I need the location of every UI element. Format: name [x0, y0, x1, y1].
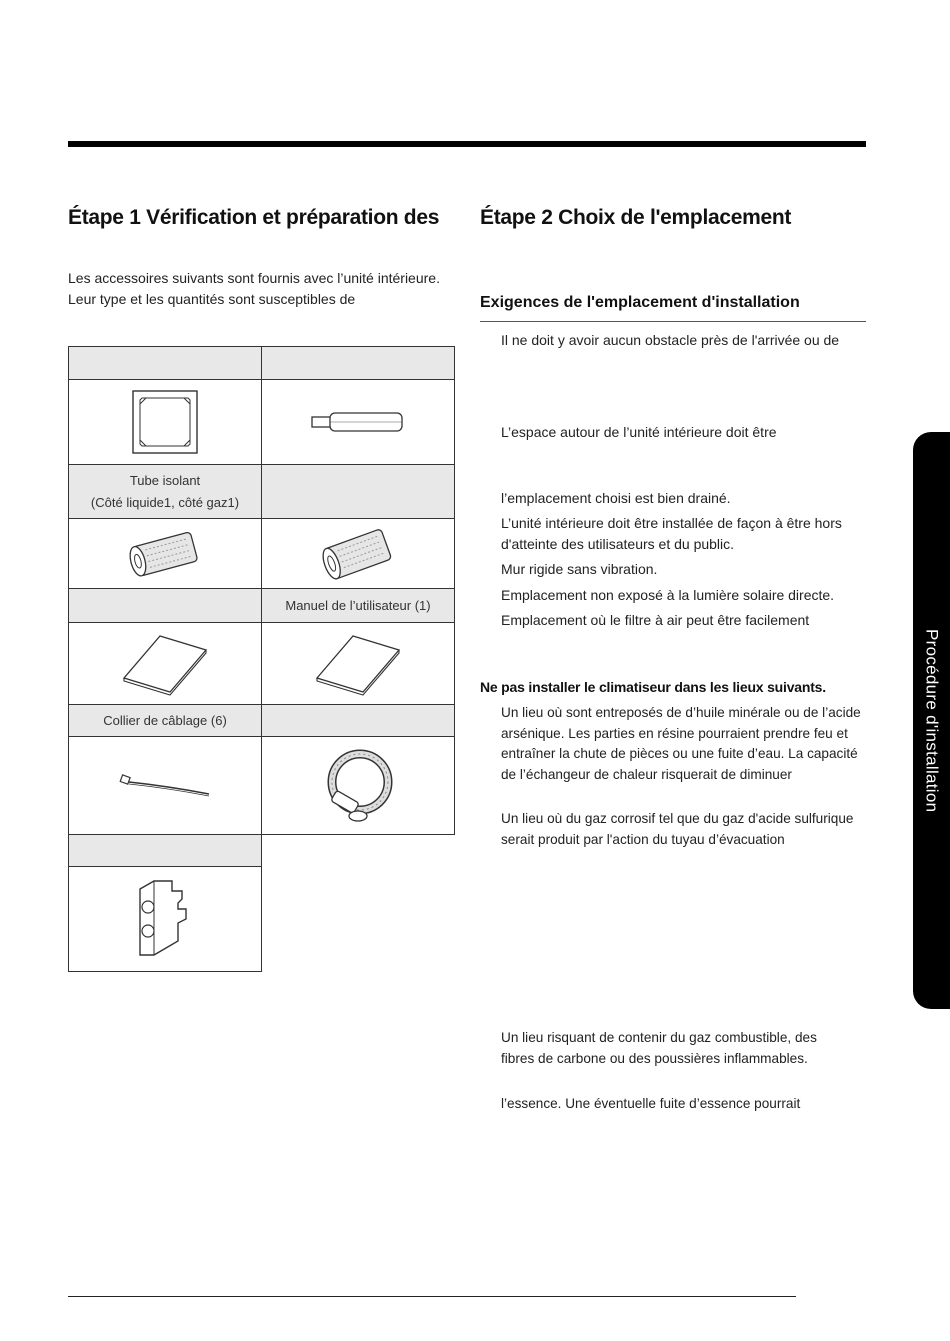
hose-clamp-icon: [318, 746, 398, 826]
chapter-side-tab-label: Procédure d'installation: [922, 628, 942, 813]
cable-tie-label: Collier de câblage (6): [103, 712, 227, 728]
requirement-item: Emplacement non exposé à la lumière solaire directe.: [501, 587, 835, 603]
table-label-cell: [68, 588, 262, 623]
template-image-cell: [68, 379, 262, 465]
step1-title: Étape 1 Vérification et préparation des: [68, 206, 440, 229]
requirement-item: Mur rigide sans vibration.: [501, 561, 658, 577]
requirements-heading: Exigences de l'emplacement d'installation: [480, 294, 800, 311]
insulation-tube-sublabel: (Côté liquide1, côté gaz1): [90, 494, 240, 510]
intro-paragraph: Les accessoires suivants sont fournis avec l’unité intérieure. Leur type et les quantités sont susceptibles de: [68, 270, 440, 307]
requirement-item: l’emplacement choisi est bien drainé.: [501, 490, 731, 506]
heading-rule: [480, 321, 866, 322]
avoid-item: Un lieu où sont entreposés de d’huile minérale ou de l’acide arsénique. Les parties en résine pourraient prendre feu et entraîner la chute de pièces ou une fuite d’eau. La capacité de l’échangeur de chaleur risquerait de diminuer: [501, 705, 861, 782]
installation-template-icon: [132, 390, 198, 454]
user-manual-image-cell: [261, 622, 455, 705]
table-label-cell: [261, 464, 455, 519]
user-manual-label: Manuel de l’utilisateur (1): [285, 597, 431, 613]
bracket-image-cell: [68, 866, 262, 972]
table-label-cell: [68, 834, 262, 867]
hose-clamp-image-cell: [261, 736, 455, 835]
cable-tie-icon: [117, 772, 213, 800]
avoid-item: Un lieu où du gaz corrosif tel que du gaz d'acide sulfurique serait produit par l'action du tuyau d’évacuation: [501, 811, 854, 847]
cable-tie-image-cell: [68, 736, 262, 835]
user-manual-label-cell: [261, 588, 455, 623]
requirement-item: Il ne doit y avoir aucun obstacle près de l'arrivée ou de: [501, 332, 840, 348]
insulation-tube-label: Tube isolant: [129, 472, 201, 488]
insulation-tube-icon: [318, 524, 398, 584]
avoid-heading: Ne pas installer le climatiseur dans les lieux suivants.: [480, 679, 826, 695]
avoid-item: l’essence. Une éventuelle fuite d’essence pourrait: [501, 1096, 801, 1111]
chapter-side-tab-text-wrap: [913, 432, 950, 1009]
requirement-item: L’unité intérieure doit être installée de façon à être hors d'atteinte des utilisateurs et du public.: [501, 515, 842, 552]
manual-book-icon: [120, 632, 210, 696]
manual-image-cell: [68, 622, 262, 705]
insulation-tube-label-cell: [68, 464, 262, 519]
table-label-cell: [68, 346, 262, 380]
step2-title: Étape 2 Choix de l'emplacement: [480, 206, 792, 229]
manual-book-icon: [313, 632, 403, 696]
insulation-tube-icon: [125, 527, 205, 581]
avoid-item: Un lieu risquant de contenir du gaz combustible, des fibres de carbone ou des poussières inflammables.: [501, 1030, 817, 1066]
insulation-tube-image-cell: [68, 518, 262, 589]
drain-hose-icon: [310, 410, 406, 434]
table-label-cell: [261, 346, 455, 380]
top-rule: [68, 141, 866, 147]
bracket-icon: [132, 879, 198, 959]
requirement-item: L’espace autour de l’unité intérieure doit être: [501, 424, 777, 440]
requirement-item: Emplacement où le filtre à air peut être facilement: [501, 612, 810, 628]
cable-tie-label-cell: [68, 704, 262, 737]
drain-plug-image-cell: [261, 379, 455, 465]
insulation-tube-gas-image-cell: [261, 518, 455, 589]
bottom-rule: [68, 1296, 796, 1297]
table-label-cell: [261, 704, 455, 737]
